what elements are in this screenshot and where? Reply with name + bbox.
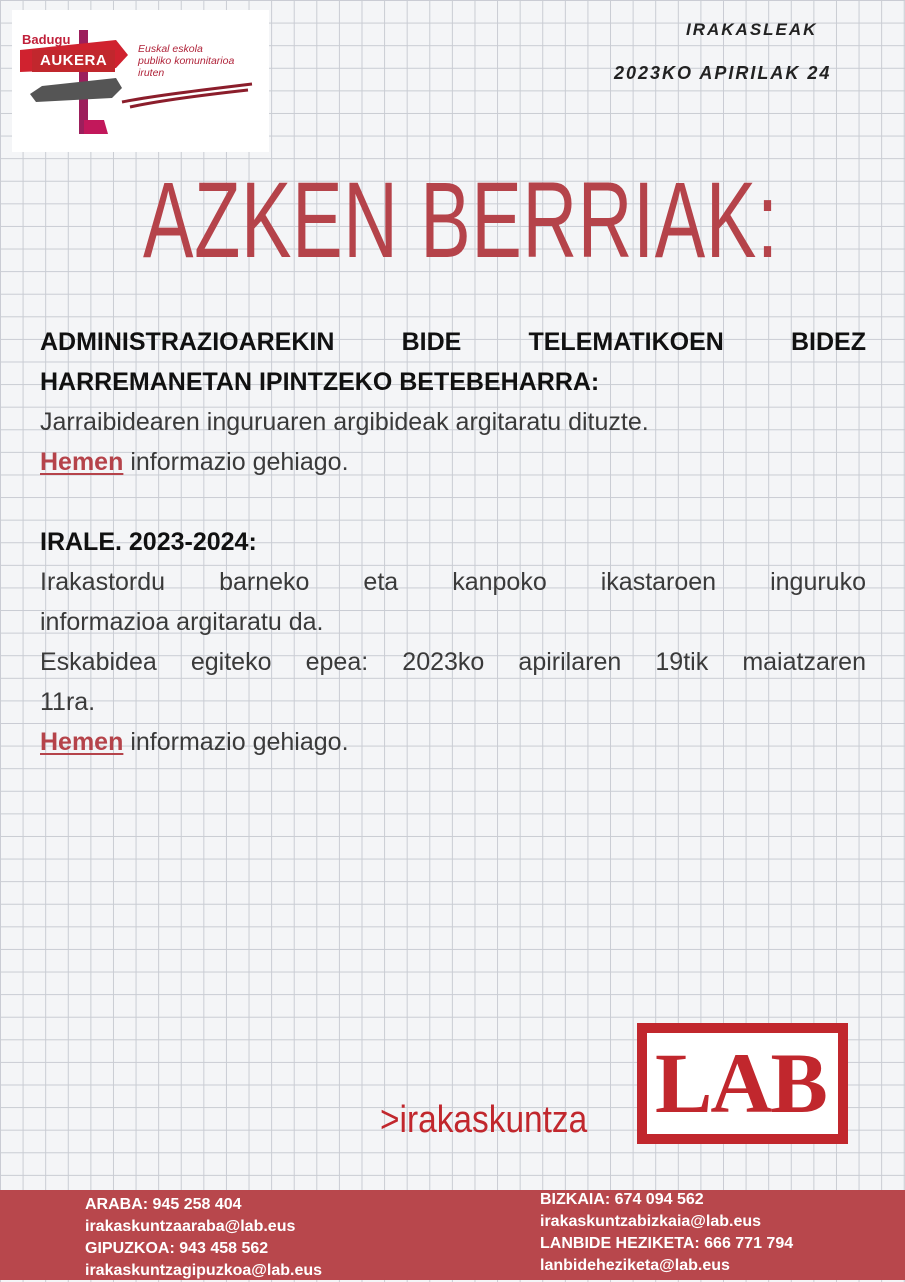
lab-logo-text: LAB <box>655 1035 826 1131</box>
section-body: Eskabidea egiteko epea: 2023ko apirilaren 19tik maiatzaren <box>40 648 866 676</box>
logo-tagline <box>138 43 234 79</box>
page-title: AZKEN BERRIAK: <box>143 159 779 280</box>
footer-phone: GIPUZKOA: 943 458 562 <box>85 1240 269 1257</box>
logo-tagline-line: iruten <box>138 67 165 79</box>
section-body: informazioa argitaratu da. <box>40 608 324 636</box>
logo-badugu-text: Badugu <box>22 32 71 47</box>
footer-email[interactable]: irakaskuntzabizkaia@lab.eus <box>540 1213 762 1230</box>
more-info-text: informazio gehiago. <box>123 728 349 756</box>
footer-phone: LANBIDE HEZIKETA: 666 771 794 <box>540 1235 794 1252</box>
contact-footer <box>0 1190 905 1280</box>
audience-label: IRAKASLEAK <box>686 20 818 39</box>
irakaskuntza-label: >irakaskuntza <box>380 1099 588 1141</box>
section-body: 11ra. <box>40 688 96 716</box>
footer-email[interactable]: irakaskuntzagipuzkoa@lab.eus <box>85 1262 323 1279</box>
section-heading: ADMINISTRAZIOAREKIN BIDE TELEMATIKOEN BIDEZ <box>40 328 866 356</box>
more-info-text: informazio gehiago. <box>123 448 349 476</box>
more-info-line <box>40 722 866 762</box>
logo-aukera-text: AUKERA <box>32 50 115 72</box>
section-body: Jarraibidearen inguruaren argibideak argitaratu dituzte. <box>40 408 649 436</box>
logo-tagline-line: publiko komunitarioa <box>138 55 235 67</box>
footer-email[interactable]: lanbideheziketa@lab.eus <box>540 1257 730 1274</box>
more-info-link[interactable]: Hemen <box>40 448 124 476</box>
footer-phone: BIZKAIA: 674 094 562 <box>540 1191 704 1208</box>
footer-phone: ARABA: 945 258 404 <box>85 1196 242 1213</box>
page-title-wrap <box>143 160 803 280</box>
logo-tagline-line: Euskal eskola <box>138 43 203 55</box>
news-content <box>40 322 866 762</box>
more-info-link[interactable]: Hemen <box>40 728 124 756</box>
badugu-aukera-logo <box>12 10 269 152</box>
footer-contacts-right <box>540 1189 793 1277</box>
footer-contacts-left <box>85 1194 322 1282</box>
footer-email[interactable]: irakaskuntzaaraba@lab.eus <box>85 1218 296 1235</box>
date-label: 2023KO APIRILAK 24 <box>614 63 832 83</box>
section-heading: HARREMANETAN IPINTZEKO BETEBEHARRA: <box>40 368 600 396</box>
lab-logo <box>637 1023 848 1144</box>
more-info-line <box>40 442 866 482</box>
section-body: Irakastordu barneko eta kanpoko ikastaroen inguruko <box>40 568 866 596</box>
section-heading: IRALE. 2023-2024: <box>40 528 257 556</box>
